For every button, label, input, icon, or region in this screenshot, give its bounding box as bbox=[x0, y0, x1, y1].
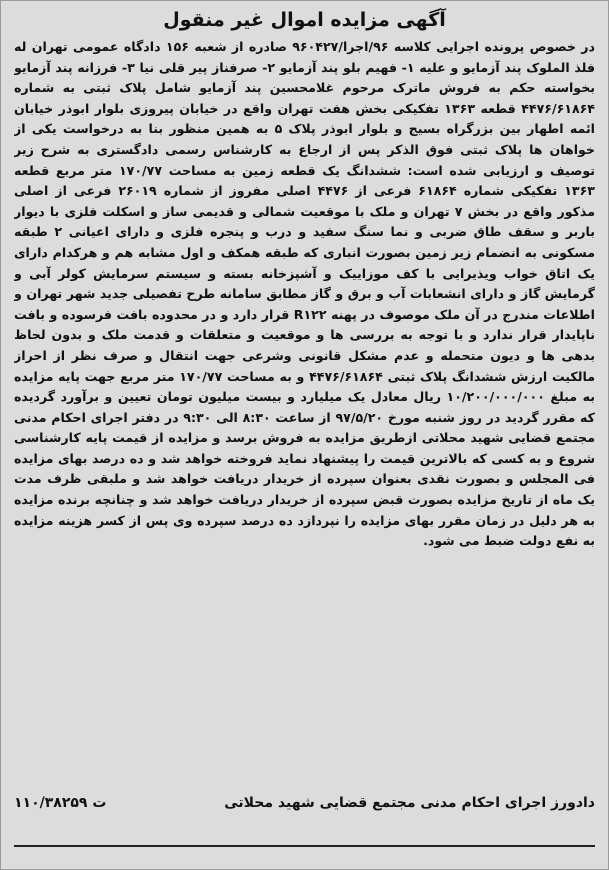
bottom-divider bbox=[14, 845, 595, 847]
notice-body: در خصوص پرونده اجرایی کلاسه ۹۶/اجرا/۹۶۰۴۲۷ صادره از شعبه ۱۵۶ دادگاه عمومی تهران له فلذ الملوک پند آزمایو و علیه ۱- فهیم بلو پند آزمایو ۲- صرفناز پیر قلی نیا ۳- فرزانه پند آزمایو بخواسته حکم به فروش ماترک مرحوم غلامحسین پند آزمایو شامل پلاک ثبتی به شماره ۴۴۷۶/۶۱۸۶۴ قطعه ۱۳۶۳ تفکیکی بخش هفت تهران واقع در خیابان پیروزی بلوار ابوذر خیابان ائمه اطهار بین بزرگراه بسیج و بلوار ابوذر پلاک ۵ به همین منظور بنا به درخواست یکی از خواهان ها پلاک ثبتی فوق الذکر پس از ارجاع به کارشناس رسمی دادگستری به شرح زیر توصیف و ارزیابی شده است: ششدانگ یک قطعه زمین به مساحت ۱۷۰/۷۷ متر مربع قطعه ۱۳۶۳ تفکیکی شماره ۶۱۸۶۴ فرعی از ۴۴۷۶ اصلی مفروز از شماره ۲۶۰۱۹ فرعی از اصلی مذکور واقع در بخش ۷ تهران و ملک با موقعیت شمالی و قدیمی ساز و اسکلت فلزی با دیوار باربر و سقف طاق ضربی و نما سنگ سفید و درب و پنجره فلزی و دارای اعیانی ۲ طبقه مسکونی به انضمام زیر زمین بصورت انباری که طبقه همکف و اول مشابه هم و هرکدام دارای یک اتاق خواب ویذیرایی با کف موزاییک و آشپزخانه بسته و سیستم سرمایش کولر آبی و گرمایش گاز و دارای انشعابات آب و برق و گاز مطابق سامانه طرح تفصیلی جدید شهر تهران و اطلاعات مندرج در آن ملک موصوف در پهنه R۱۲۲ قرار دارد و در محدوده بافت فرسوده و بافت ناپایدار قرار ندارد و با توجه به بررسی ها و موقعیت و متعلقات و قدمت ملک و بدون لحاظ بدهی ها و دیون متحمله و عدم مشکل قانونی وشرعی جهت انتقال و صرف نظر از احراز مالکیت ارزش ششدانگ پلاک ثبتی ۴۴۷۶/۶۱۸۶۴ و به مساحت ۱۷۰/۷۷ متر مربع جهت پایه مزایده به مبلغ ۱۰/۲۰۰/۰۰۰/۰۰۰ ریال معادل یک میلیارد و بیست میلیون تومان تعیین و برآورد گردیده که مقرر گردید در روز شنبه مورخ ۹۷/۵/۲۰ از ساعت ۸:۳۰ الی ۹:۳۰ در دفتر اجرای احکام مدنی مجتمع قضایی شهید محلاتی ازطریق مزایده به فروش برسد و مزایده از قیمت پایه کارشناسی شروع و به کسی که بالاترین قیمت را پیشنهاد نماید فروخته خواهد شد و ده درصد بهای مزایده فی المجلس و بصورت نقدی بعنوان سپرده از خریدار دریافت خواهد شد و ملبقی ظرف مدت یک ماه از تاریخ مزایده بصورت قبض سپرده از خریدار دریافت خواهد شد و چنانچه برنده مزایده به هر دلیل در زمان مقرر بهای مزایده را نپردازد ده درصد سپرده وی پس از کسر هزینه مزایده به نفع دولت ضبط می شود. bbox=[14, 39, 595, 549]
reference-number: ۱۱۰/۳۸۲۵۹ ت bbox=[14, 795, 107, 811]
notice-footer bbox=[14, 791, 595, 815]
notice-title: آگهی مزایده اموال غیر منقول bbox=[163, 9, 446, 31]
signature: دادورز اجرای احکام مدنی مجتمع قضایی شهید محلاتی bbox=[224, 795, 595, 811]
